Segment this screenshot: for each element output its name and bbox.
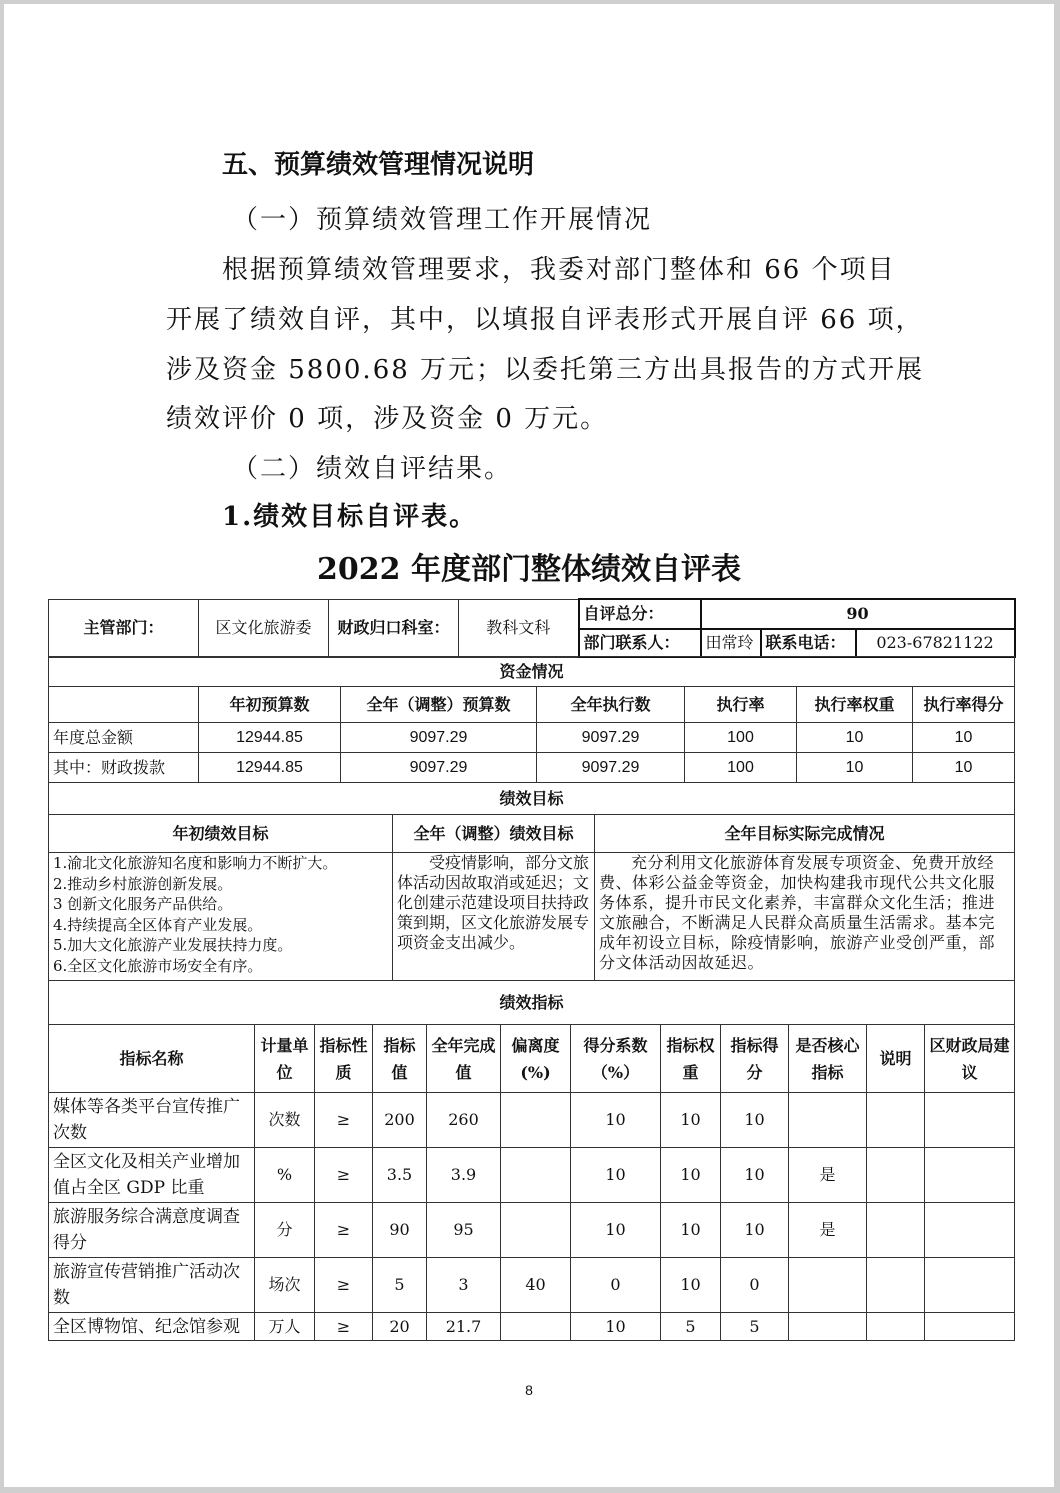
table-row [49,723,1015,753]
indicator-cell: 是 [789,1203,867,1258]
goal-item: 3 创新文化服务产品供给。 [53,895,233,913]
indicator-header: 是否核心指标 [789,1025,867,1093]
indicator-header: 偏离度(%) [501,1025,571,1093]
goal-item: 6.全区文化旅游市场安全有序。 [53,956,263,975]
dept-value: 区文化旅游委 [199,599,329,657]
funds-cell: 100 [685,723,797,753]
indicator-cell [925,1258,1015,1313]
indicator-cell: 10 [721,1093,789,1148]
indicator-header: 指标值 [373,1025,427,1093]
goal-item: 2.推动乡村旅游创新发展。 [53,874,233,893]
contact-label: 部门联系人： [579,629,701,657]
funds-header: 执行率 [685,687,797,723]
goals-header: 全年目标实际完成情况 [595,815,1015,853]
indicator-cell: 10 [721,1148,789,1203]
indicator-cell: 5 [373,1258,427,1313]
indicator-cell: 10 [661,1258,721,1313]
funds-row-label: 年度总金额 [49,723,199,753]
goal-item: 5.加大文化旅游产业发展扶持力度。 [53,936,293,954]
indicator-cell: 10 [721,1203,789,1258]
fin-value: 教科文科 [459,599,579,657]
paragraph-line: 根据预算绩效管理要求，我委对部门整体和 66 个项目 [222,255,896,285]
goals-header: 全年（调整）绩效目标 [393,815,595,853]
indicator-cell: 3.5 [373,1148,427,1203]
indicator-cell: ≥ [315,1203,373,1258]
funds-cell: 9097.29 [537,723,685,753]
indicator-cell: % [255,1148,315,1203]
funds-cell: 12944.85 [199,753,341,783]
indicator-cell: 90 [373,1203,427,1258]
table-row [49,1203,1015,1258]
indicator-cell: 3 [427,1258,501,1313]
funds-header: 执行率权重 [797,687,913,723]
indicator-cell [501,1203,571,1258]
fin-label: 财政归口科室： [329,599,459,657]
table-row [49,1258,1015,1313]
indicator-cell [925,1313,1015,1341]
indicator-header: 指标得分 [721,1025,789,1093]
indicator-cell: 10 [661,1203,721,1258]
funds-cell: 9097.29 [537,753,685,783]
indicator-header: 计量单位 [255,1025,315,1093]
indicator-cell: ≥ [315,1313,373,1341]
adjusted-goals: 受疫情影响，部分文旅体活动因故取消或延迟；文化创建示范建设项目扶持政策到期，区文化旅游发展专项资金支出减少。 [393,853,595,981]
table-row [49,1313,1015,1341]
indicators-table [48,980,1015,1341]
table-row [49,1093,1015,1148]
indicator-cell [925,1093,1015,1148]
table-row [49,753,1015,783]
indicator-cell: 200 [373,1093,427,1148]
goals-section: 绩效目标 [49,783,1015,815]
indicator-cell: 260 [427,1093,501,1148]
goal-item: 1.渝北文化旅游知名度和影响力不断扩大。 [53,854,338,872]
initial-goals [49,853,393,981]
page-number: 8 [525,1382,533,1398]
funds-cell: 10 [913,753,1015,783]
indicator-cell: 5 [721,1313,789,1341]
indicator-header: 指标名称 [49,1025,255,1093]
indicator-cell: 20 [373,1313,427,1341]
indicator-cell [867,1093,925,1148]
indicator-name: 旅游宣传营销推广活动次数 [49,1258,255,1313]
section-heading: 五、预算绩效管理情况说明 [222,150,535,180]
indicator-cell: 场次 [255,1258,315,1313]
indicator-name: 旅游服务综合满意度调查得分 [49,1203,255,1258]
indicator-cell: 是 [789,1148,867,1203]
paragraph-line: 涉及资金 5800.68 万元；以委托第三方出具报告的方式开展 [166,355,925,385]
indicator-cell [925,1148,1015,1203]
funds-header: 全年（调整）预算数 [341,687,537,723]
indicator-cell: 次数 [255,1093,315,1148]
phone-label: 联系电话： [761,629,856,657]
indicator-cell: 0 [571,1258,661,1313]
indicator-cell [867,1148,925,1203]
funds-header: 全年执行数 [537,687,685,723]
table-title: 2022 年度部门整体绩效自评表 [317,552,741,587]
indicator-cell: 21.7 [427,1313,501,1341]
indicator-cell [867,1258,925,1313]
funds-table [48,656,1015,783]
indicator-name: 全区博物馆、纪念馆参观 [49,1313,255,1341]
indicator-cell: 0 [721,1258,789,1313]
indicators-section: 绩效指标 [49,981,1015,1025]
indicator-header: 得分系数（%） [571,1025,661,1093]
indicator-cell [789,1093,867,1148]
actual-completion: 充分利用文化旅游体育发展专项资金、免费开放经费、体彩公益金等资金，加快构建我市现代公共文化服务体系，提升市民文化素养，丰富群众文化生活；推进文旅融合，不断满足人民群众高质量生活需求。基本完成年初设立目标，除疫情影响，旅游产业受创严重，部分文体活动因故延迟。 [595,853,1015,981]
indicator-cell: 5 [661,1313,721,1341]
funds-cell: 100 [685,753,797,783]
indicator-cell [789,1258,867,1313]
indicator-header: 指标性质 [315,1025,373,1093]
contact-value: 田常玲 [701,629,761,657]
indicator-cell: 10 [571,1093,661,1148]
funds-cell: 10 [797,753,913,783]
dept-label: 主管部门： [49,599,199,657]
funds-header: 执行率得分 [913,687,1015,723]
goals-table [48,782,1015,981]
indicator-cell [501,1313,571,1341]
score-label: 自评总分： [579,599,701,629]
indicator-header: 指标权重 [661,1025,721,1093]
funds-header: 年初预算数 [199,687,341,723]
indicator-cell: 10 [661,1148,721,1203]
indicator-cell: ≥ [315,1148,373,1203]
performance-table [48,598,1016,658]
indicator-cell [789,1313,867,1341]
indicator-cell: 3.9 [427,1148,501,1203]
score-value: 90 [701,599,1015,629]
indicator-cell [501,1148,571,1203]
indicator-cell [925,1203,1015,1258]
indicator-header: 区财政局建议 [925,1025,1015,1093]
subheading-2: （二）绩效自评结果。 [232,454,513,484]
funds-cell: 10 [797,723,913,753]
indicator-name: 媒体等各类平台宣传推广次数 [49,1093,255,1148]
indicator-cell: 万人 [255,1313,315,1341]
phone-value: 023-67821122 [856,629,1015,657]
indicator-header: 全年完成值 [427,1025,501,1093]
indicator-cell: 95 [427,1203,501,1258]
indicator-header: 说明 [867,1025,925,1093]
goals-header: 年初绩效目标 [49,815,393,853]
indicator-cell: 10 [571,1203,661,1258]
subheading-1: （一）预算绩效管理工作开展情况 [232,205,653,235]
funds-row-label: 其中：财政拨款 [49,753,199,783]
subheading-3: 1.绩效目标自评表。 [222,502,478,532]
funds-cell: 9097.29 [341,753,537,783]
indicator-cell: ≥ [315,1258,373,1313]
table-row [49,1148,1015,1203]
indicator-cell [867,1203,925,1258]
paragraph-line: 开展了绩效自评，其中，以填报自评表形式开展自评 66 项， [166,305,924,335]
funds-section: 资金情况 [49,657,1015,687]
goal-item: 4.持续提高全区体育产业发展。 [53,915,263,934]
indicator-name: 全区文化及相关产业增加值占全区 GDP 比重 [49,1148,255,1203]
indicator-cell: 分 [255,1203,315,1258]
paragraph-line: 绩效评价 0 项，涉及资金 0 万元。 [166,404,609,434]
indicator-cell: 10 [571,1313,661,1341]
document-page [4,4,1054,1487]
indicator-cell [501,1093,571,1148]
indicator-cell: ≥ [315,1093,373,1148]
indicator-cell: 10 [571,1148,661,1203]
funds-cell: 12944.85 [199,723,341,753]
indicator-cell: 40 [501,1258,571,1313]
funds-cell: 9097.29 [341,723,537,753]
funds-cell: 10 [913,723,1015,753]
indicator-cell: 10 [661,1093,721,1148]
indicator-cell [867,1313,925,1341]
